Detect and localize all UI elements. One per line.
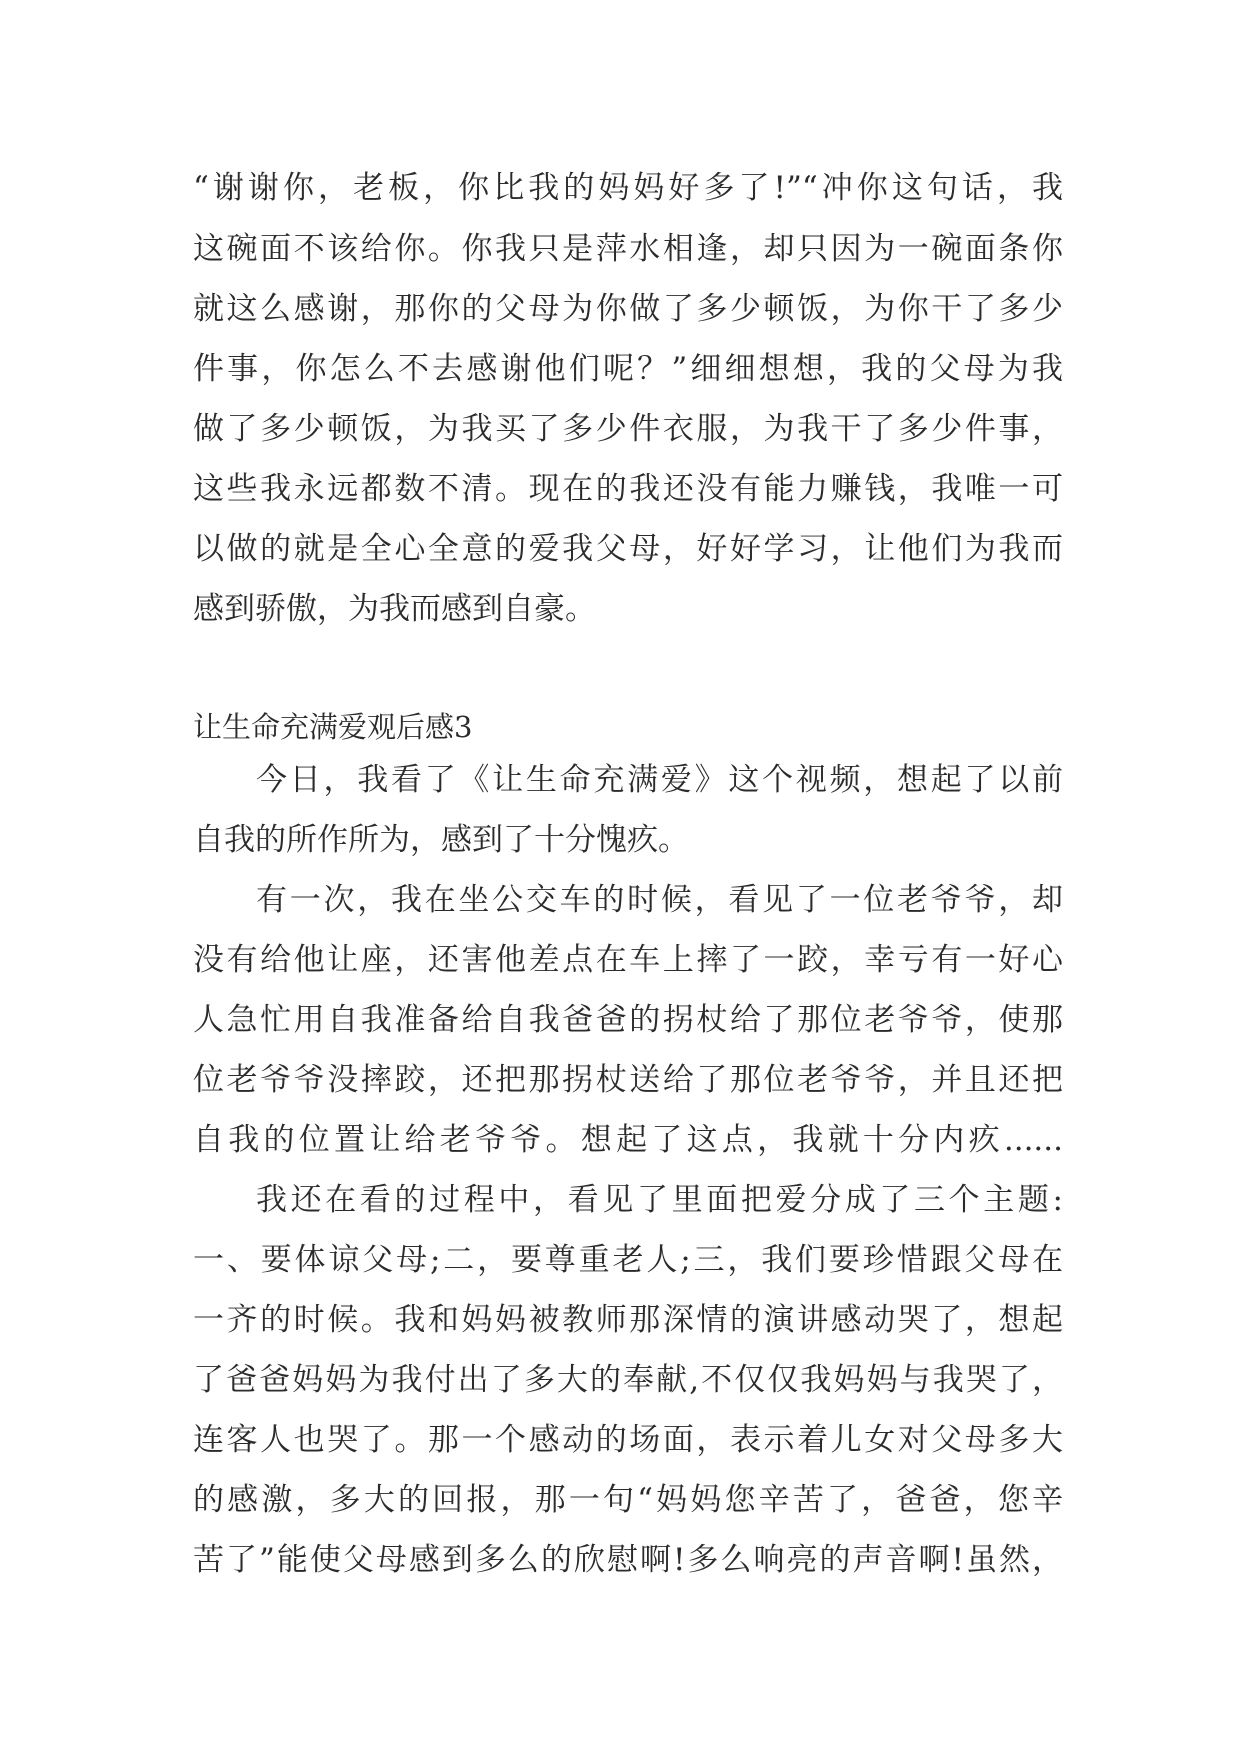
- paragraph-line: 自我的位置让给老爷爷。想起了这点，我就十分内疚......: [193, 1122, 1063, 1158]
- paragraph-line: 件事，你怎么不去感谢他们呢？”细细想想，我的父母为我: [193, 351, 1063, 387]
- paragraph-line: 连客人也哭了。那一个感动的场面，表示着儿女对父母多大: [193, 1422, 1063, 1458]
- paragraph-line: 苦了”能使父母感到多么的欣慰啊!多么响亮的声音啊!虽然，: [193, 1542, 1063, 1578]
- paragraph-line: 的感激，多大的回报，那一句“妈妈您辛苦了，爸爸，您辛: [193, 1482, 1063, 1518]
- paragraph-line: 这些我永远都数不清。现在的我还没有能力赚钱，我唯一可: [193, 471, 1063, 507]
- paragraph-line: 我还在看的过程中，看见了里面把爱分成了三个主题:: [256, 1182, 1063, 1218]
- paragraph-line: 自我的所作所为，感到了十分愧疚。: [193, 822, 689, 858]
- paragraph-line: 这碗面不该给你。你我只是萍水相逢，却只因为一碗面条你: [193, 231, 1063, 267]
- paragraph-line: 有一次，我在坐公交车的时候，看见了一位老爷爷，却: [256, 882, 1063, 918]
- paragraph-line: 了爸爸妈妈为我付出了多大的奉献,不仅仅我妈妈与我哭了，: [193, 1362, 1063, 1398]
- paragraph-line: 感到骄傲，为我而感到自豪。: [193, 591, 596, 627]
- paragraph-line: 一、要体谅父母;二，要尊重老人;三，我们要珍惜跟父母在: [193, 1242, 1063, 1278]
- paragraph-line: 没有给他让座，还害他差点在车上摔了一跤，幸亏有一好心: [193, 942, 1063, 978]
- paragraph-line: 以做的就是全心全意的爱我父母，好好学习，让他们为我而: [193, 531, 1063, 567]
- paragraph-line: 人急忙用自我准备给自我爸爸的拐杖给了那位老爷爷，使那: [193, 1002, 1063, 1038]
- paragraph-line: 今日，我看了《让生命充满爱》这个视频，想起了以前: [256, 762, 1063, 798]
- paragraph-line: 位老爷爷没摔跤，还把那拐杖送给了那位老爷爷，并且还把: [193, 1062, 1063, 1098]
- paragraph-line: “谢谢你，老板，你比我的妈妈好多了!”“冲你这句话，我: [193, 170, 1063, 206]
- section-title: 让生命充满爱观后感3: [193, 710, 473, 744]
- paragraph-line: 就这么感谢，那你的父母为你做了多少顿饭，为你干了多少: [193, 291, 1063, 327]
- paragraph-line: 一齐的时候。我和妈妈被教师那深情的演讲感动哭了，想起: [193, 1302, 1063, 1338]
- paragraph-line: 做了多少顿饭，为我买了多少件衣服，为我干了多少件事，: [193, 411, 1063, 447]
